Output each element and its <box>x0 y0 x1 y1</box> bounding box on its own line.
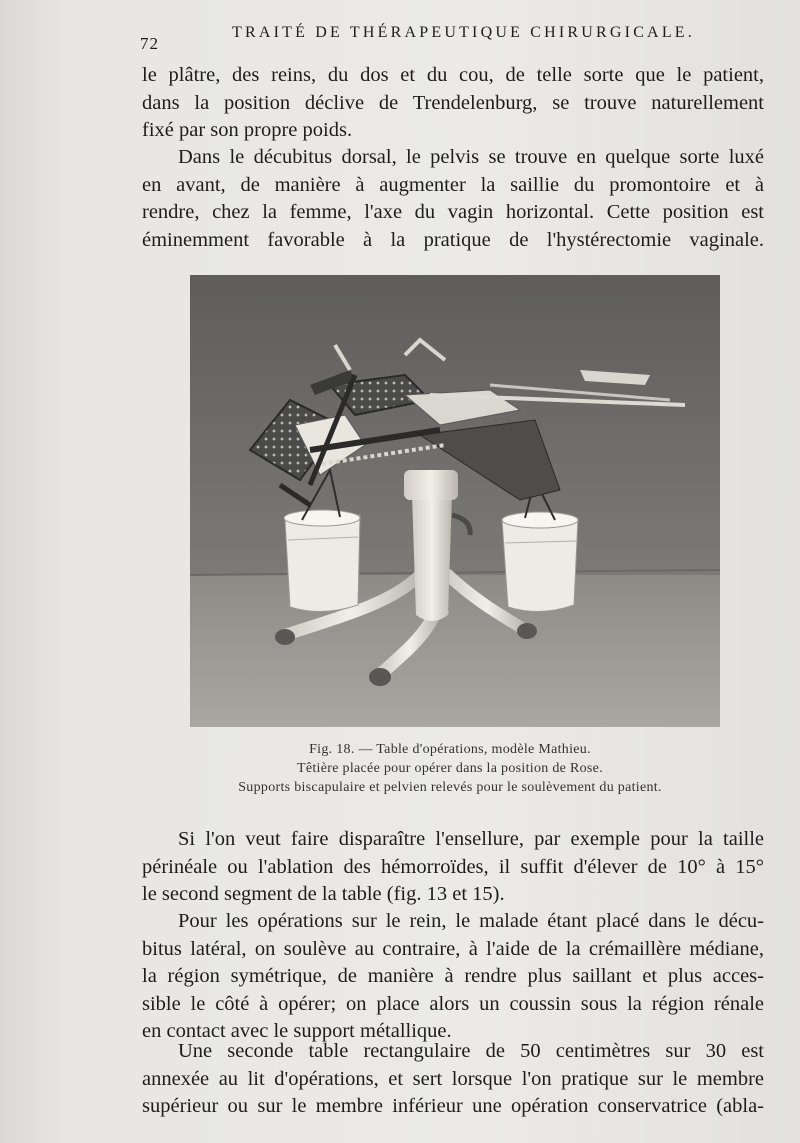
text-line: Dans le décubitus dorsal, le pelvis se trouve en quelque sorte luxé <box>178 146 764 168</box>
page-number: 72 <box>140 34 159 53</box>
text-line: éminemment favorable à la pratique de l'hystérectomie vaginale. <box>142 228 764 251</box>
text-line: la région symétrique, de manière à rendre plus saillant et plus acces- <box>142 965 764 987</box>
text-line: en contact avec le support métallique. <box>142 1020 452 1042</box>
figure-caption-title: Fig. 18. — Table d'opérations, modèle Mathieu. <box>309 742 591 757</box>
paragraph-3 <box>142 826 764 909</box>
text-line: sible le côté à opérer; on place alors un coussin sous la région rénale <box>142 992 764 1015</box>
page-header <box>140 22 780 53</box>
text-line: supérieur ou sur le membre inférieur une opération conservatrice (abla- <box>142 1095 764 1117</box>
text-line: périnéale ou l'ablation des hémorroïdes, il suffit d'élever de 10° à 15° <box>142 855 764 878</box>
text-line: fixé par son propre poids. <box>142 119 353 141</box>
text-line: Une seconde table rectangulaire de 50 centimètres sur 30 est <box>178 1040 764 1062</box>
paragraph-4 <box>142 908 764 1046</box>
text-line: le plâtre, des reins, du dos et du cou, de telle sorte que le patient, <box>142 64 764 86</box>
text-line: Si l'on veut faire disparaître l'ensellure, par exemple pour la taille <box>178 828 764 850</box>
text-line: en avant, de manière à augmenter la saillie du promontoire et à <box>142 173 764 196</box>
text-line: Pour les opérations sur le rein, le malade étant placé dans le décu- <box>178 910 764 932</box>
figure-caption-line: Supports biscapulaire et pelvien relevés pour le soulèvement du patient. <box>238 780 662 795</box>
paragraph-5 <box>142 1038 764 1121</box>
figure-caption-line: Têtière placée pour opérer dans la position de Rose. <box>297 761 603 776</box>
text-line: annexée au lit d'opérations, et sert lorsque l'on pratique sur le membre <box>142 1067 764 1090</box>
operating-table-photo <box>190 275 720 727</box>
text-line: rendre, chez la femme, l'axe du vagin horizontal. Cette position est <box>142 201 764 223</box>
running-title: TRAITÉ DE THÉRAPEUTIQUE CHIRURGICALE. <box>232 24 695 41</box>
text-line: le second segment de la table (fig. 13 et 15). <box>142 883 505 905</box>
paragraph-1 <box>142 62 764 145</box>
text-line: bitus latéral, on soulève au contraire, à l'aide de la crémaillère médiane, <box>142 937 764 960</box>
paragraph-2 <box>142 144 764 254</box>
text-line: dans la position déclive de Trendelenburg, se trouve naturellement <box>142 91 764 114</box>
